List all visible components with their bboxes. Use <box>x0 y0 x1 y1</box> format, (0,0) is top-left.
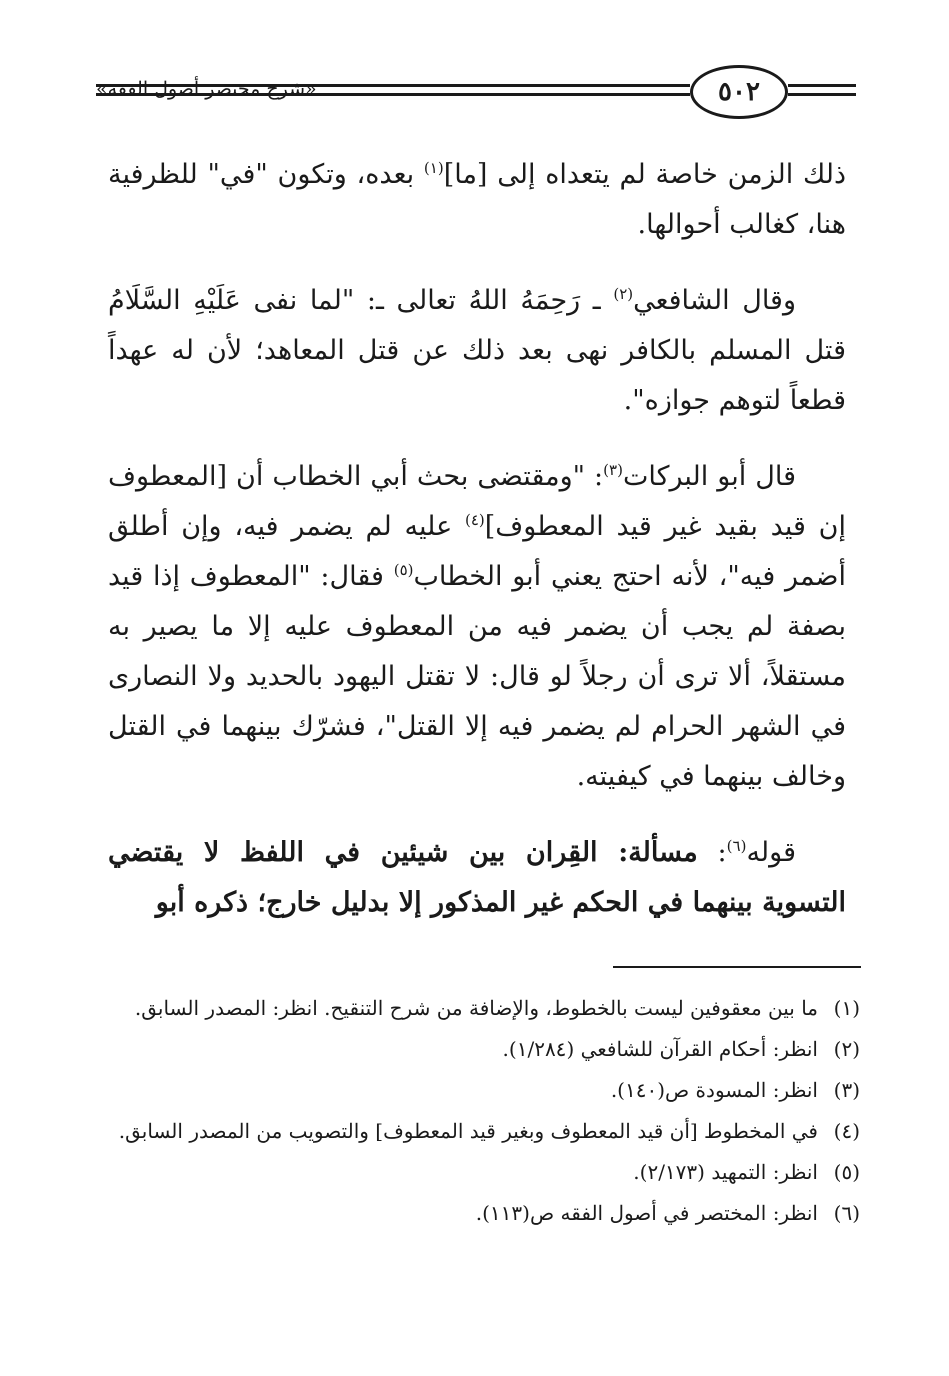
footnote-text: ما بين معقوفين ليست بالخطوط، والإضافة من شرح التنقيح. انظر: المصدر السابق. <box>134 996 818 1020</box>
text-run: قوله <box>746 837 796 868</box>
paragraph <box>108 452 846 802</box>
footnote <box>108 990 860 1027</box>
text-run: عليه لم يضمر فيه، وإن أطلق أضمر فيه"، لأنه احتج يعني أبو الخطاب <box>108 511 846 592</box>
text-run: فقال: "المعطوف إذا قيد بصفة لم يجب أن يضمر فيه من المعطوف عليه إلا ما يصير به مستقلاً، ألا ترى أن رجلاً لو قال: لا تقتل اليهود بالحديد ولا النصارى في الشهر الحرام لم يضمر فيه إلا القتل"، فشرّك بينهما في القتل وخالف بينهما في كيفيته. <box>108 561 846 792</box>
text-run: ذلك الزمن خاصة لم يتعداه إلى [ما] <box>443 159 846 190</box>
paragraph <box>108 828 846 928</box>
bold-matn: مسألة: القِران بين شيئين في اللفظ لا يقتضي التسوية بينهما في الحكم غير المذكور إلا بدليل خارج؛ ذكره أبو <box>108 837 846 918</box>
header-rule-line <box>788 84 856 87</box>
footnote-ref: (٤) <box>464 511 485 529</box>
footnote-ref: (٦) <box>726 837 747 855</box>
footnote <box>108 1113 860 1150</box>
footnote-ref: (٢) <box>613 285 634 303</box>
footnote-text: في المخطوط [أن قيد المعطوف وبغير قيد المعطوف] والتصويب من المصدر السابق. <box>118 1119 818 1143</box>
header-title: «شرح مختصر أصول الفقه» <box>96 78 317 100</box>
page-header <box>96 62 856 122</box>
main-text <box>108 150 846 954</box>
footnote-text: انظر: المسودة ص(١٤٠). <box>610 1078 818 1102</box>
footnote-ref: (٣) <box>603 461 623 479</box>
footnote <box>108 1031 860 1068</box>
footnote-number: (٢) <box>833 1037 860 1061</box>
footnote-text: انظر: أحكام القرآن للشافعي (١/٢٨٤). <box>502 1037 818 1061</box>
footnote-number: (١) <box>833 996 860 1020</box>
footnote <box>108 1195 860 1232</box>
header-rule-line <box>788 93 856 96</box>
text-run: قال أبو البركات <box>622 461 796 492</box>
footnote-text: انظر: التمهيد (٢/١٧٣). <box>633 1160 818 1184</box>
text-run: : "ومقتضى بحث أبي الخطاب أن [المعطوف إن قيد بقيد غير قيد المعطوف] <box>108 461 847 542</box>
paragraph <box>108 276 846 426</box>
paragraph <box>108 150 846 250</box>
footnote-ref: (١) <box>423 159 444 177</box>
text-run: بعده، وتكون "في" للظرفية هنا، كغالب أحوالها. <box>108 159 846 240</box>
footnote <box>108 1072 860 1109</box>
footnote-number: (٥) <box>833 1160 860 1184</box>
footnotes <box>108 990 860 1236</box>
text-run: وقال الشافعي <box>633 285 796 316</box>
text-run: ـ رَحِمَهُ اللهُ تعالى ـ: "لما نفى عَلَيْهِ السَّلَامُ قتل المسلم بالكافر نهى بعد ذلك عن قتل المعاهد؛ لأن له عهداً قطعاً لتوهم جوازه". <box>108 285 846 416</box>
footnote-text: انظر: المختصر في أصول الفقه ص(١١٣). <box>475 1201 818 1225</box>
footnote-ref: (٥) <box>393 561 414 579</box>
text-run: : <box>697 837 727 868</box>
footnote-separator <box>613 966 861 968</box>
page-number: ٥٠٢ <box>690 65 788 119</box>
footnote-number: (٣) <box>833 1078 860 1102</box>
footnote-number: (٦) <box>833 1201 860 1225</box>
footnote-number: (٤) <box>833 1119 860 1143</box>
footnote <box>108 1154 860 1191</box>
